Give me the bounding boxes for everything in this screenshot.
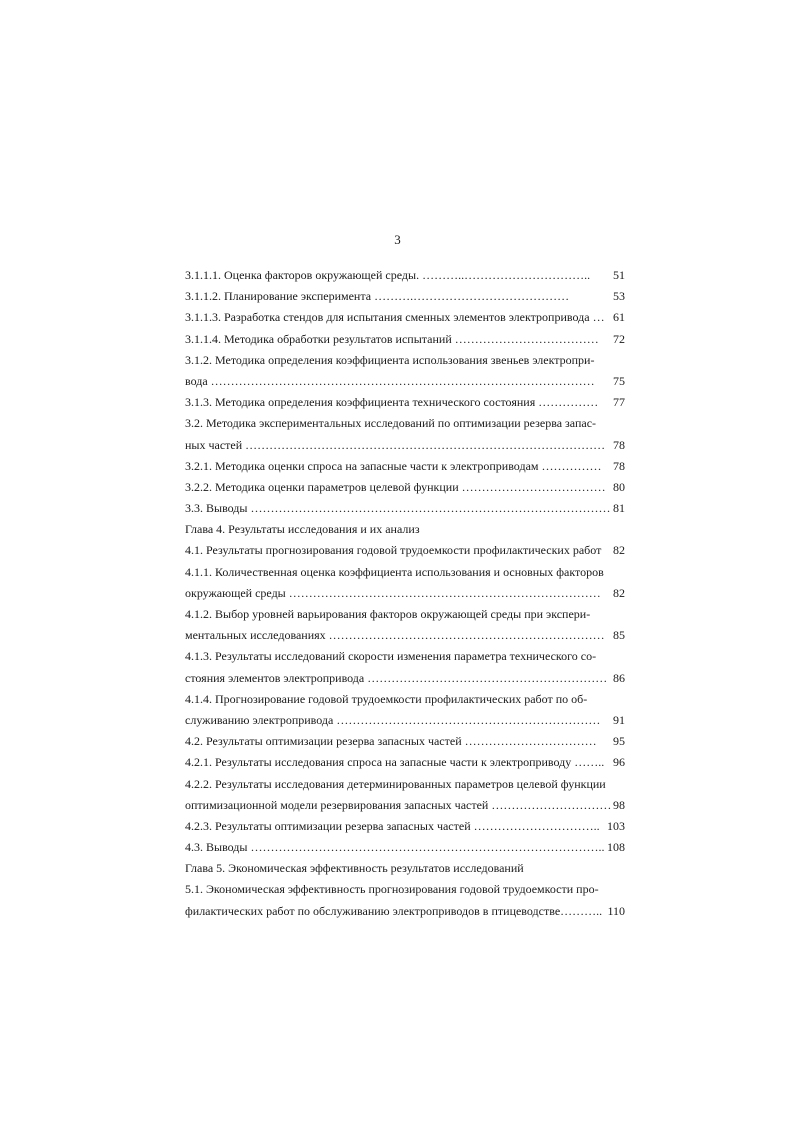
- toc-entry-text: Глава 4. Результаты исследования и их анализ: [185, 522, 420, 537]
- toc-entry: [185, 879, 625, 900]
- toc-entry-page: 80: [613, 479, 625, 494]
- toc-entry-page: 78: [613, 437, 625, 452]
- toc-entry-text: 4.2. Результаты оптимизации резерва запасных частей ……………………………: [185, 734, 597, 749]
- toc-entry-text: 4.2.2. Результаты исследования детерминированных параметров целевой функции: [185, 776, 606, 791]
- toc-entry: [185, 265, 625, 286]
- toc-entry-text: 3.2. Методика экспериментальных исследований по оптимизации резерва запас-: [185, 416, 597, 431]
- toc-entry: [185, 901, 625, 922]
- toc-entry-page: 75: [613, 373, 625, 388]
- toc-entry-text: ных частей ………………………………………………………………………………: [185, 437, 606, 452]
- toc-entry-text: 3.1.2. Методика определения коэффициента использования звеньев электропри-: [185, 352, 595, 367]
- toc-entry-text: 4.1.3. Результаты исследований скорости изменения параметра технического со-: [185, 649, 597, 664]
- toc-entry-page: 108: [607, 840, 625, 855]
- toc-entry-text: служиванию электропривода …………………………………………………………: [185, 712, 601, 727]
- toc-entry: [185, 498, 625, 519]
- toc-entry-text: окружающей среды ……………………………………………………………………: [185, 585, 601, 600]
- toc-entry-text: филактических работ по обслуживанию электроприводов в птицеводстве………..: [185, 903, 603, 918]
- toc-entry-page: 82: [613, 585, 625, 600]
- toc-entry: [185, 371, 625, 392]
- toc-entry-text: 3.2.1. Методика оценки спроса на запасные части к электроприводам ……………: [185, 458, 602, 473]
- toc-entry-page: 98: [613, 797, 625, 812]
- toc-entry: [185, 350, 625, 371]
- toc-entry-text: ментальных исследованиях ……………………………………………………………: [185, 628, 605, 643]
- toc-entry: [185, 625, 625, 646]
- toc-entry-page: 53: [613, 289, 625, 304]
- toc-entry: [185, 392, 625, 413]
- toc-entry-page: 61: [613, 310, 625, 325]
- toc-entry: [185, 752, 625, 773]
- toc-entry-page: 86: [613, 670, 625, 685]
- toc-entry: [185, 307, 625, 328]
- toc-entry: [185, 519, 625, 540]
- toc-entry-text: 3.1.3. Методика определения коэффициента технического состояния ……………: [185, 395, 599, 410]
- toc-entry: [185, 413, 625, 434]
- toc-entry: [185, 540, 625, 561]
- toc-entry: [185, 795, 625, 816]
- toc-entry: [185, 710, 625, 731]
- toc-entry-text: 3.3. Выводы ………………………………………………………………………………: [185, 501, 611, 516]
- toc-entry-page: 110: [607, 903, 625, 918]
- toc-entry-page: 51: [613, 268, 625, 282]
- toc-entry: [185, 583, 625, 604]
- toc-entry-text: 4.1.2. Выбор уровней варьирования факторов окружающей среды при экспери-: [185, 607, 591, 621]
- toc-entry: [185, 456, 625, 477]
- toc-entry-text: 3.2.2. Методика оценки параметров целевой функции ………………………………: [185, 479, 606, 494]
- toc-entry-page: 77: [613, 395, 625, 410]
- toc-entry-text: вода ……………………………………………………………………………………: [185, 373, 595, 388]
- toc-entry: [185, 562, 625, 583]
- toc-entry-page: 91: [613, 712, 625, 727]
- toc-entry-text: 5.1. Экономическая эффективность прогнозирования годовой трудоемкости про-: [185, 882, 599, 897]
- toc-entry-text: 3.1.1.4. Методика обработки результатов испытаний ………………………………: [185, 331, 599, 346]
- toc-entry-page: 72: [613, 331, 625, 346]
- toc-entry: [185, 689, 625, 710]
- toc-entry-page: 95: [613, 734, 625, 749]
- toc-entry: [185, 774, 625, 795]
- toc-entry-page: 82: [613, 543, 625, 558]
- toc-entry: [185, 477, 625, 498]
- toc-entry: [185, 329, 625, 350]
- toc-entry-page: 85: [613, 628, 625, 643]
- toc-entry: [185, 604, 625, 625]
- toc-entry-text: 4.1.1. Количественная оценка коэффициента использования и основных факторов: [185, 564, 604, 579]
- toc-entry-text: 4.2.1. Результаты исследования спроса на запасные части к электроприводу ……..: [185, 755, 605, 770]
- toc-entry-text: 3.1.1.1. Оценка факторов окружающей среды. ………..…………………………..: [185, 268, 591, 282]
- toc-entry-text: 3.1.1.3. Разработка стендов для испытания сменных элементов электропривода …: [185, 310, 605, 325]
- toc-entry-text: 4.1.4. Прогнозирование годовой трудоемкости профилактических работ по об-: [185, 691, 588, 706]
- toc-entry: [185, 731, 625, 752]
- toc-entry-page: 81: [613, 501, 625, 516]
- toc-entry-text: 4.2.3. Результаты оптимизации резерва запасных частей …………………………..: [185, 818, 600, 833]
- page-number: 3: [394, 232, 401, 247]
- toc-entry: [185, 816, 625, 837]
- toc-entry: [185, 858, 625, 879]
- toc-entry-text: Глава 5. Экономическая эффективность результатов исследований: [185, 861, 524, 876]
- toc-entry-page: 103: [607, 818, 625, 833]
- toc-entry: [185, 837, 625, 858]
- toc-entry: [185, 646, 625, 667]
- toc-entry: [185, 435, 625, 456]
- toc-entry-text: 3.1.1.2. Планирование эксперимента ……….…………………………………: [185, 289, 570, 304]
- toc-entry: [185, 668, 625, 689]
- table-of-contents: [185, 265, 625, 922]
- toc-entry: [185, 286, 625, 307]
- toc-entry-text: стояния элементов электропривода ……………………………………………………: [185, 670, 608, 685]
- toc-entry-text: 4.3. Выводы ……………………………………………………………………………..: [185, 840, 605, 855]
- toc-entry-page: 96: [613, 755, 625, 770]
- toc-entry-page: 78: [613, 458, 625, 473]
- toc-entry-text: оптимизационной модели резервирования запасных частей …………………………: [185, 797, 612, 812]
- toc-entry-text: 4.1. Результаты прогнозирования годовой трудоемкости профилактических работ: [185, 543, 602, 558]
